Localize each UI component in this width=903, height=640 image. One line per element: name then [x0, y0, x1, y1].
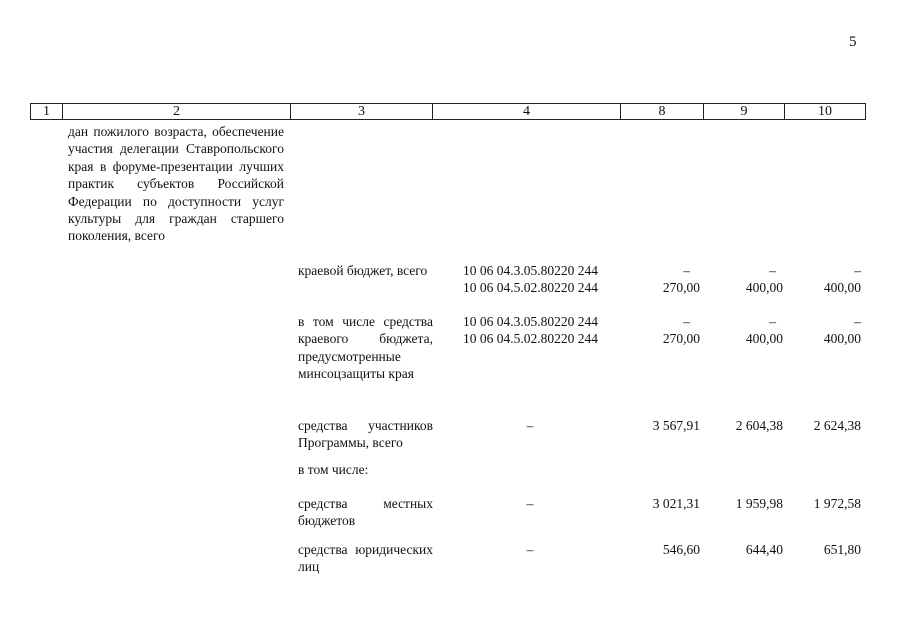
- value-col-8: –: [683, 314, 690, 329]
- value-col-9: 400,00: [745, 280, 783, 295]
- budget-code: 10 06 04.3.05.80220 244: [463, 263, 598, 278]
- value-col-9: 1 959,98: [735, 496, 783, 511]
- value-col-9: 2 604,38: [735, 418, 783, 433]
- value-col-9: 400,00: [745, 331, 783, 346]
- value-col-8: 3 021,31: [652, 496, 700, 511]
- budget-code: –: [526, 542, 534, 557]
- header-cell-1: 1: [30, 103, 63, 120]
- header-cell-3: 3: [290, 103, 433, 120]
- header-cell-4: 4: [432, 103, 621, 120]
- value-col-10: 1 972,58: [813, 496, 861, 511]
- header-cell-8: 8: [620, 103, 704, 120]
- header-cell-2: 2: [62, 103, 291, 120]
- value-col-10: 651,80: [823, 542, 861, 557]
- budget-code: 10 06 04.5.02.80220 244: [463, 280, 598, 295]
- activity-description: дан пожилого возраста, обеспечение участия делегации Ставропольского края в форуме-презентации лучших практик субъектов Российской Федерации по доступности услуг культуры для граждан старшего поколения, всего: [68, 124, 284, 244]
- value-col-9: 644,40: [745, 542, 783, 557]
- value-col-10: 2 624,38: [813, 418, 861, 433]
- row-label: краевой бюджет, всего: [298, 263, 428, 278]
- value-col-10: –: [854, 314, 861, 329]
- value-col-10: –: [854, 263, 861, 278]
- value-col-8: 270,00: [662, 280, 700, 295]
- budget-code: –: [526, 496, 534, 511]
- header-cell-10: 10: [784, 103, 866, 120]
- value-col-9: –: [769, 314, 776, 329]
- header-cell-9: 9: [703, 103, 785, 120]
- value-col-8: –: [683, 263, 690, 278]
- budget-code: 10 06 04.5.02.80220 244: [463, 331, 598, 346]
- row-label: средства участников Программы, всего: [298, 418, 433, 451]
- value-col-9: –: [769, 263, 776, 278]
- value-col-8: 270,00: [662, 331, 700, 346]
- value-col-8: 3 567,91: [652, 418, 700, 433]
- page-number: 5: [849, 34, 857, 50]
- row-label: средства юридических лиц: [298, 542, 433, 575]
- value-col-8: 546,60: [662, 542, 700, 557]
- budget-code: –: [526, 418, 534, 433]
- value-col-10: 400,00: [823, 331, 861, 346]
- budget-code: 10 06 04.3.05.80220 244: [463, 314, 598, 329]
- row-label: в том числе средства краевого бюджета, предусмотренные минсоцзащиты края: [298, 314, 433, 382]
- row-label: средства местных бюджетов: [298, 496, 433, 529]
- row-label: в том числе:: [298, 462, 369, 477]
- value-col-10: 400,00: [823, 280, 861, 295]
